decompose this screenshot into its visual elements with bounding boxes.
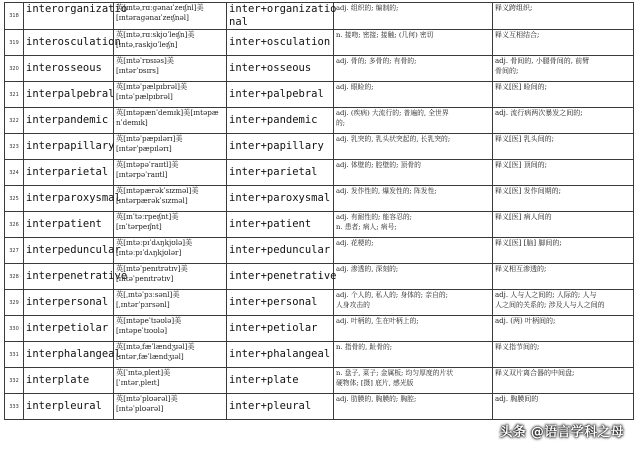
row-number: 331 (5, 342, 24, 368)
paraphrase-cell-line: adj. 人与人之间的; 人际的; 人与 (495, 291, 597, 299)
pronunciation-cell (114, 342, 227, 368)
word-cell: interphalangeal (24, 342, 114, 368)
pronunciation-cell-line: [ɪntəraɡənaɪˈzeɪʃnəl] (116, 13, 189, 22)
morphology-cell (227, 82, 334, 108)
morphology-cell-line: inter+penetrative (229, 270, 337, 282)
table-row (5, 82, 634, 108)
paraphrase-cell (493, 186, 634, 212)
definition-cell-line: 人身攻击的 (336, 301, 370, 309)
morphology-cell (227, 160, 334, 186)
pronunciation-cell-line: 英[ɪntəˈpælpɪbrəl]美 (116, 82, 188, 91)
word-cell: interpandemic (24, 108, 114, 134)
morphology-cell (227, 30, 334, 56)
word-cell: interparoxysmal (24, 186, 114, 212)
word-cell: interosculation (24, 30, 114, 56)
pronunciation-cell-line: 英[ɪntəpeˈtɪəʊlə]美 (116, 316, 182, 325)
pronunciation-cell-line: 英[ɪntəpærəkˈsɪzməl]美 (116, 186, 199, 195)
pronunciation-cell-line: 英[ɪnˈtəːrpeɪʃnt]美 (116, 212, 179, 221)
definition-cell (334, 290, 493, 316)
pronunciation-cell-line: [ɪntərpəˈraɪɪtl] (116, 170, 168, 179)
row-number: 322 (5, 108, 24, 134)
vocabulary-table (4, 2, 634, 420)
paraphrase-cell (493, 264, 634, 290)
pronunciation-cell-line: [ɪntərˈɒsɪrs] (116, 66, 159, 75)
row-number: 326 (5, 212, 24, 238)
paraphrase-cell (493, 82, 634, 108)
pronunciation-cell-line: 英[ɪntəˈrɒsɪəs]美 (116, 56, 174, 65)
paraphrase-cell (493, 134, 634, 160)
definition-cell (334, 186, 493, 212)
row-number: 329 (5, 290, 24, 316)
pronunciation-cell-line: [ɪntərpærəkˈsɪzməl] (116, 196, 188, 205)
word-cell: interplate (24, 368, 114, 394)
morphology-cell (227, 264, 337, 290)
definition-cell-line: adj. 体壁的; 腔壁的; 顶骨的 (336, 161, 421, 169)
paraphrase-cell-line: 释义[医] 顶间的; (495, 161, 548, 169)
row-number: 320 (5, 56, 24, 82)
morphology-cell-line: inter+paroxysmal (229, 192, 331, 204)
table-row (5, 134, 634, 160)
pronunciation-cell (114, 134, 227, 160)
row-number: 330 (5, 316, 24, 342)
pronunciation-cell (114, 316, 227, 342)
paraphrase-cell-line: 释义[医] [脑] 脚间的; (495, 239, 562, 247)
pronunciation-cell-line: [ɪntəˈpælpɪbrəl] (116, 92, 173, 101)
pronunciation-cell (114, 394, 227, 420)
definition-cell-line: adj. 花梗的; (336, 239, 374, 247)
morphology-cell (227, 290, 334, 316)
pronunciation-cell-line: 英[ˈɪntəˌpleɪt]美 (116, 368, 171, 377)
table-row (5, 368, 634, 394)
row-number: 333 (5, 394, 24, 420)
morphology-cell-line: inter+phalangeal (229, 348, 331, 360)
table-row (5, 56, 634, 82)
paraphrase-cell-line: adj. 胸膜间的 (495, 395, 539, 403)
morphology-cell (227, 3, 337, 30)
pronunciation-cell-line: [ɪntəˈpenɪtrətɪv] (116, 274, 174, 283)
definition-cell (334, 82, 493, 108)
row-number: 319 (5, 30, 24, 56)
paraphrase-cell-line: 释义[医] 乳头间的; (495, 135, 555, 143)
pronunciation-cell (114, 368, 227, 394)
row-number: 324 (5, 160, 24, 186)
word-cell: interpeduncular (24, 238, 114, 264)
morphology-cell-line: inter+petiolar (229, 322, 318, 334)
pronunciation-cell-line: [ɪntəˌraskjʊˈleɪʃn] (116, 40, 178, 49)
pronunciation-cell-line: 英[ɪntəˌrɑːɡənaɪˈzeɪʃnl]美 (116, 3, 204, 12)
paraphrase-cell-line: 释义[医] 睑间的; (495, 83, 548, 91)
pronunciation-cell-line: 英[ɪntəpəˈraɪɪtl]美 (116, 160, 179, 169)
pronunciation-cell-line: 英[ɪntəpænˈdemɪk]美[ɪntəpæ (116, 108, 219, 117)
definition-cell-line: n. 患者; 病人; 病号; (336, 223, 397, 231)
morphology-cell-line: inter+pandemic (229, 114, 318, 126)
morphology-cell-line: inter+papillary (229, 140, 324, 152)
paraphrase-cell-line: 释义双片离合器的中间盘; (495, 369, 575, 377)
paraphrase-cell-line: 释义跨组织; (495, 4, 533, 12)
morphology-cell-line: inter+personal (229, 296, 318, 308)
morphology-cell (227, 342, 334, 368)
table-row (5, 394, 634, 420)
definition-cell-line: 的; (336, 119, 346, 127)
morphology-cell-line: inter+peduncular (229, 244, 331, 256)
paraphrase-cell-line: 释义[医] 病人间的 (495, 213, 552, 221)
pronunciation-cell (114, 212, 227, 238)
morphology-cell (227, 186, 334, 212)
definition-cell (334, 238, 493, 264)
pronunciation-cell-line: [ɪntəpeˈtɪoʊlə] (116, 326, 168, 335)
definition-cell-line: n. 接吻; 密接; 接触; (几何) 密切 (336, 31, 434, 39)
definition-cell-line: adj. 有耐性的; 能容忍的; (336, 213, 412, 221)
word-cell: interparietal (24, 160, 114, 186)
vocabulary-table-body (5, 3, 634, 420)
morphology-cell-line: nal (229, 16, 248, 28)
pronunciation-cell (114, 264, 227, 290)
pronunciation-cell-line: [ɪntərˌfæˈlændʒɪəl] (116, 352, 184, 361)
paraphrase-cell-line: adj. 流行病两次暴发之间的; (495, 109, 583, 117)
pronunciation-cell (114, 82, 227, 108)
word-cell: interpleural (24, 394, 114, 420)
definition-cell-line: 硬物体; [摄] 底片, 感光版 (336, 379, 414, 387)
paraphrase-cell (493, 3, 634, 30)
pronunciation-cell (114, 238, 227, 264)
paraphrase-cell (493, 56, 634, 82)
morphology-cell (227, 212, 334, 238)
pronunciation-cell-line: [ɪntəːpɪˈdʌŋkjʊlər] (116, 248, 182, 257)
table-row (5, 212, 634, 238)
pronunciation-cell (114, 160, 227, 186)
pronunciation-cell-line: [ɪnˈtərpeɪʃnt] (116, 222, 162, 231)
row-number: 332 (5, 368, 24, 394)
table-row (5, 238, 634, 264)
paraphrase-cell (493, 394, 634, 420)
row-number: 323 (5, 134, 24, 160)
definition-cell (334, 134, 493, 160)
morphology-cell-line: inter+pleural (229, 400, 312, 412)
watermark: 头条 @语言学科之母 (499, 425, 624, 440)
table-row (5, 108, 634, 134)
pronunciation-cell (114, 30, 227, 56)
definition-cell (334, 316, 493, 342)
table-row (5, 160, 634, 186)
morphology-cell (227, 56, 334, 82)
morphology-cell-line: inter+organizatio (229, 3, 337, 15)
table-row (5, 3, 634, 30)
morphology-cell (227, 368, 334, 394)
morphology-cell (227, 394, 334, 420)
morphology-cell-line: inter+plate (229, 374, 299, 386)
paraphrase-cell-line: 释义指节间的; (495, 343, 540, 351)
definition-cell-line: adj. 组织的; 编制的; (336, 4, 399, 12)
definition-cell (334, 30, 493, 56)
definition-cell (334, 56, 493, 82)
definition-cell-line: adj. (疾病) 大流行的; 普遍的, 全世界 (336, 109, 449, 117)
definition-cell-line: adj. 骨的; 多骨的; 有骨的; (336, 57, 417, 65)
table-row (5, 290, 634, 316)
pronunciation-cell-line: nˈdemɪk] (116, 118, 148, 127)
paraphrase-cell-line: 释义[医] 发作间期的; (495, 187, 562, 195)
definition-cell-line: adj. 发作性的, 爆发性的; 阵发性; (336, 187, 437, 195)
definition-cell (334, 264, 493, 290)
pronunciation-cell-line: [ˌɪntərˈpɜrsənl] (116, 300, 170, 309)
row-number: 325 (5, 186, 24, 212)
paraphrase-cell (493, 368, 634, 394)
pronunciation-cell-line: [ɪntəˈplʊərəl] (116, 404, 164, 413)
paraphrase-cell-line: 骨间的; (495, 67, 519, 75)
paraphrase-cell-line: 释义互相结合; (495, 31, 540, 39)
paraphrase-cell-line: adj. (两) 叶柄间的; (495, 317, 556, 325)
morphology-cell (227, 134, 334, 160)
pronunciation-cell-line: 英[ɪntəˈpenɪtrətɪv]美 (116, 264, 188, 273)
definition-cell (334, 342, 493, 368)
row-number: 327 (5, 238, 24, 264)
definition-cell-line: n. 盘子, 菜子; 金属板; 均匀厚度的片状 (336, 369, 454, 377)
pronunciation-cell (114, 108, 227, 134)
word-cell: interpetiolar (24, 316, 114, 342)
word-cell: interpalpebral (24, 82, 114, 108)
table-row (5, 264, 634, 290)
paraphrase-cell (493, 212, 634, 238)
table-row (5, 30, 634, 56)
definition-cell (334, 108, 493, 134)
word-cell: interorganizatio (24, 3, 114, 30)
pronunciation-cell-line: 英[ɪntəːpɪˈdʌŋkjʊlə]美 (116, 238, 193, 247)
definition-cell-line: adj. 肋膜的, 胸膜的; 胸腔; (336, 395, 417, 403)
definition-cell-line: adj. 渗透的, 深刻的; (336, 265, 399, 273)
word-cell: interpersonal (24, 290, 114, 316)
paraphrase-cell-line: adj. 骨间的, 小腿骨间的, 前臂 (495, 57, 590, 65)
pronunciation-cell (114, 3, 227, 30)
morphology-cell (227, 238, 334, 264)
pronunciation-cell-line: 英[ɪntəˌrɑːskjʊˈleɪʃn]美 (116, 30, 195, 39)
definition-cell-line: adj. 乳突的, 乳头状突起的, 长乳突的; (336, 135, 451, 143)
paraphrase-cell-line: 人之间的关系的; 涉及人与人之间的 (495, 301, 605, 309)
morphology-cell (227, 316, 334, 342)
row-number: 321 (5, 82, 24, 108)
morphology-cell-line: inter+parietal (229, 166, 318, 178)
paraphrase-cell (493, 342, 634, 368)
morphology-cell-line: inter+osseous (229, 62, 312, 74)
paraphrase-cell-line: 释义相互渗透的; (495, 265, 547, 273)
table-row (5, 316, 634, 342)
paraphrase-cell (493, 238, 634, 264)
pronunciation-cell-line: [ˈɪntərˌpleɪt] (116, 378, 160, 387)
definition-cell-line: adj. 眼睑的; (336, 83, 374, 91)
pronunciation-cell-line: 英[ɪntəˌfæˈlændʒɪəl]美 (116, 342, 195, 351)
pronunciation-cell (114, 56, 227, 82)
definition-cell (334, 394, 493, 420)
morphology-cell-line: inter+osculation (229, 36, 331, 48)
word-cell: interpenetrative (24, 264, 114, 290)
morphology-cell-line: inter+palpebral (229, 88, 324, 100)
definition-cell (334, 160, 493, 186)
vocabulary-sheet (4, 2, 636, 450)
definition-cell (334, 212, 493, 238)
morphology-cell (227, 108, 334, 134)
definition-cell (334, 368, 493, 394)
definition-cell-line: adj. 叶柄的, 生在叶柄上的; (336, 317, 419, 325)
definition-cell-line: adj. 个人的, 私人的; 身体的; 亲自的; (336, 291, 448, 299)
table-row (5, 342, 634, 368)
pronunciation-cell-line: [ɪntərˈpæpɪlərɪ] (116, 144, 172, 153)
paraphrase-cell (493, 160, 634, 186)
word-cell: interpapillary (24, 134, 114, 160)
paraphrase-cell (493, 30, 634, 56)
paraphrase-cell (493, 316, 634, 342)
table-row (5, 186, 634, 212)
pronunciation-cell (114, 186, 227, 212)
pronunciation-cell (114, 290, 227, 316)
word-cell: interpatient (24, 212, 114, 238)
definition-cell-line: n. 指骨的, 趾骨的; (336, 343, 393, 351)
morphology-cell-line: inter+patient (229, 218, 312, 230)
paraphrase-cell (493, 290, 634, 316)
paraphrase-cell (493, 108, 634, 134)
pronunciation-cell-line: 英[ɪntəˈplʊərəl]美 (116, 394, 178, 403)
row-number: 328 (5, 264, 24, 290)
definition-cell (334, 3, 493, 30)
word-cell: interosseous (24, 56, 114, 82)
row-number: 318 (5, 3, 24, 30)
pronunciation-cell-line: 英[ˌɪntəˈpɜːsənl]美 (116, 290, 180, 299)
pronunciation-cell-line: 英[ɪntəˈpæpɪlərɪ]美 (116, 134, 183, 143)
